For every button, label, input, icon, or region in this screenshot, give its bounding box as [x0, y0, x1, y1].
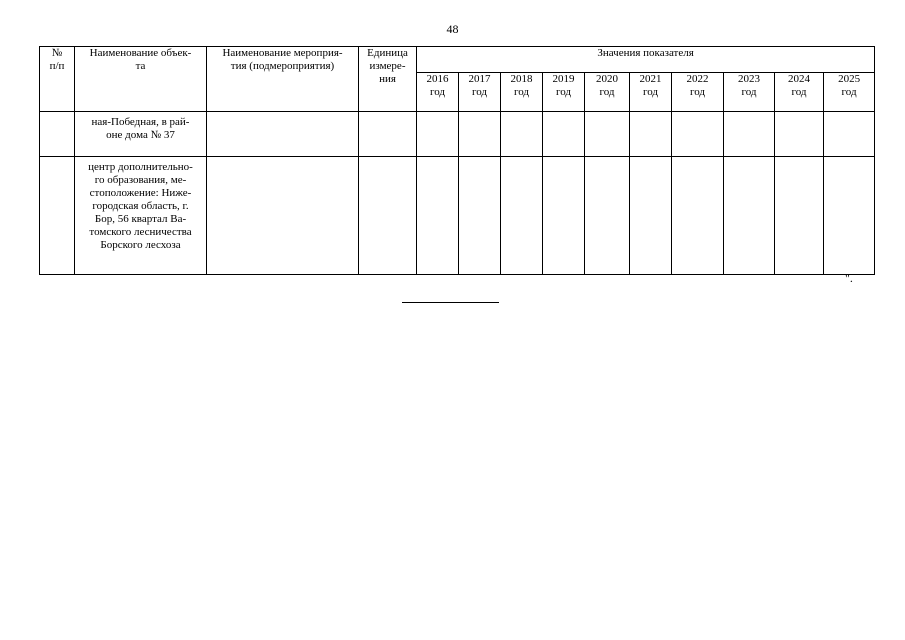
cell-unit: [359, 112, 417, 157]
header-year: 2018 год: [501, 73, 543, 112]
cell-value: [459, 112, 501, 157]
header-year: 2025 год: [824, 73, 875, 112]
cell-unit: [359, 157, 417, 275]
cell-value: [501, 112, 543, 157]
closing-quote-mark: ".: [845, 271, 853, 285]
footnote-separator: [402, 302, 499, 303]
cell-value: [417, 157, 459, 275]
header-year: 2019 год: [543, 73, 585, 112]
cell-object-name: центр дополнительно- го образования, ме- стоположение: Ниже- городская область, г. Бор, 56 квартал Ва- томского лесничества Борского лесхоза: [75, 157, 207, 275]
header-values-group: Значения показателя: [417, 47, 875, 73]
header-year: 2021 год: [630, 73, 672, 112]
header-num: № п/п: [40, 47, 75, 112]
cell-object-name: ная-Победная, в рай- оне дома № 37: [75, 112, 207, 157]
header-year: 2024 год: [775, 73, 824, 112]
header-year: 2023 год: [724, 73, 775, 112]
table-row: [40, 157, 875, 275]
header-event-name: Наименование мероприя- тия (подмероприятия): [207, 47, 359, 112]
cell-value: [672, 112, 724, 157]
page-number: 48: [446, 22, 459, 36]
cell-value: [543, 157, 585, 275]
header-year: 2022 год: [672, 73, 724, 112]
cell-value: [824, 157, 875, 275]
header-year: 2016 год: [417, 73, 459, 112]
cell-value: [417, 112, 459, 157]
cell-value: [724, 112, 775, 157]
cell-value: [543, 112, 585, 157]
cell-event-name: [207, 112, 359, 157]
cell-num: [40, 112, 75, 157]
cell-value: [824, 112, 875, 157]
cell-value: [501, 157, 543, 275]
cell-num: [40, 157, 75, 275]
header-object-name: Наименование объек- та: [75, 47, 207, 112]
header-unit: Единица измере- ния: [359, 47, 417, 112]
cell-value: [630, 157, 672, 275]
cell-event-name: [207, 157, 359, 275]
cell-value: [775, 157, 824, 275]
cell-value: [459, 157, 501, 275]
header-year: 2020 год: [585, 73, 630, 112]
indicator-table: [39, 46, 875, 275]
cell-value: [630, 112, 672, 157]
table-row: [40, 112, 875, 157]
cell-value: [585, 157, 630, 275]
cell-value: [672, 157, 724, 275]
cell-value: [724, 157, 775, 275]
header-year: 2017 год: [459, 73, 501, 112]
cell-value: [775, 112, 824, 157]
cell-value: [585, 112, 630, 157]
